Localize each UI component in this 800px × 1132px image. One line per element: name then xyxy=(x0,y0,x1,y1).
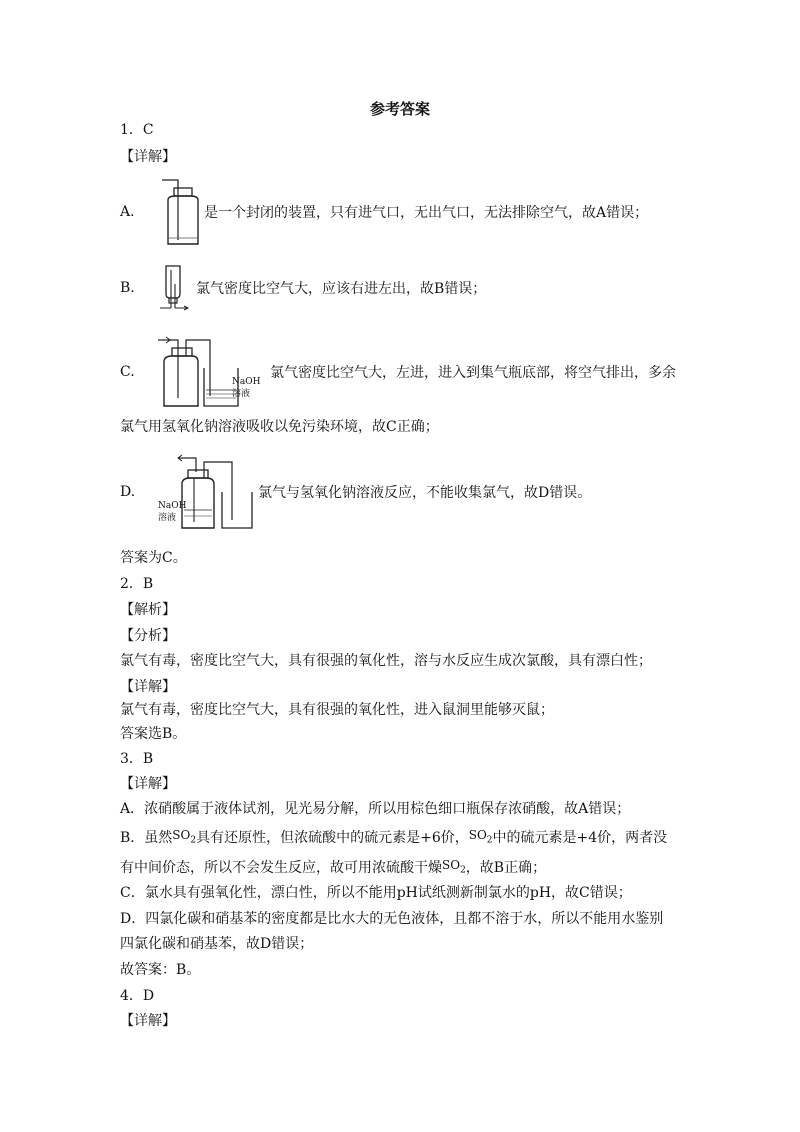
q2-detail-tag: 【详解】 xyxy=(120,679,176,695)
so2-subscript: 2 xyxy=(486,835,493,846)
q1-option-b xyxy=(120,264,486,312)
so2-subscript: 2 xyxy=(190,835,197,846)
so2-subscript: 2 xyxy=(460,865,466,876)
q3-answer: 故答案：B。 xyxy=(120,962,201,978)
q3-option-c: C．氯水具有强氧化性，漂白性，所以不能用pH试纸测新制氯水的pH，故C错误； xyxy=(120,885,632,901)
so2-symbol: SO xyxy=(172,828,191,842)
q2-fenxi-text: 氯气有毒，密度比空气大，具有很强的氧化性，溶与水反应生成次氯酸，具有漂白性； xyxy=(120,653,652,669)
q1-option-a xyxy=(120,176,648,248)
svg-text:NaOH: NaOH xyxy=(232,377,261,387)
bottle-with-naoh-absorber-figure xyxy=(158,334,266,410)
q3-b-part2: 具有还原性，但浓硫酸中的硫元素是+6价， xyxy=(196,830,469,846)
q3-b-part4: 有中间价态，所以不会发生反应，故可用浓硫酸干燥 xyxy=(120,860,442,876)
svg-text:溶液: 溶液 xyxy=(232,389,251,399)
option-d-label: D. xyxy=(120,484,136,500)
so2-formula xyxy=(442,858,466,876)
option-c-text-continued: 氯气用氢氧化钠溶液吸收以免污染环境，故C正确； xyxy=(120,419,439,435)
q2-fenxi-tag: 【分析】 xyxy=(120,628,176,644)
q3-option-b-line2 xyxy=(120,856,546,879)
q3-b-part5: ，故B正确； xyxy=(465,860,547,876)
q3-b-part1: B．虽然 xyxy=(120,830,173,846)
q3-number: 3．B xyxy=(120,751,154,767)
q2-answer: 答案选B。 xyxy=(120,726,187,742)
q2-number: 2．B xyxy=(120,576,154,592)
q4-detail-tag: 【详解】 xyxy=(120,1013,176,1029)
q2-analysis-tag: 【解析】 xyxy=(120,602,176,618)
option-b-text: 氯气密度比空气大，应该右进左出，故B错误； xyxy=(196,281,487,297)
svg-text:NaOH: NaOH xyxy=(158,501,187,511)
q3-option-a: A．浓硝酸属于液体试剂，见光易分解，所以用棕色细口瓶保存浓硝酸，故A错误； xyxy=(120,801,631,817)
q3-option-d-line1: D．四氯化碳和硝基苯的密度都是比水大的无色液体，且都不溶于水，所以不能用水鉴别 xyxy=(120,911,664,927)
option-b-label: B. xyxy=(120,280,135,296)
sealed-bottle-figure xyxy=(158,176,204,248)
option-a-text: 是一个封闭的装置，只有进气口，无出气口，无法排除空气，故A错误； xyxy=(204,205,649,221)
svg-text:溶液: 溶液 xyxy=(158,513,177,523)
q1-option-d xyxy=(120,452,591,532)
option-d-text: 氯气与氢氧化钠溶液反应，不能收集氯气，故D错误。 xyxy=(258,485,592,501)
option-c-label: C. xyxy=(120,364,135,380)
q4-number: 4．D xyxy=(120,988,155,1004)
inverted-bottle-figure xyxy=(158,264,190,312)
q1-option-c xyxy=(120,334,676,410)
so2-formula xyxy=(468,828,493,846)
q1-detail-tag: 【详解】 xyxy=(120,149,176,165)
q3-option-d-line2: 四氯化碳和硝基苯，故D错误； xyxy=(120,936,314,952)
so2-formula xyxy=(172,828,197,846)
q3-b-part3: 中的硫元素是+4价，两者没 xyxy=(492,830,668,846)
page-title: 参考答案 xyxy=(369,100,430,118)
so2-symbol: SO xyxy=(468,828,487,842)
option-c-text: 氯气密度比空气大，左进，进入到集气瓶底部，将空气排出，多余 xyxy=(270,365,676,381)
q3-option-b-line1 xyxy=(120,826,667,849)
q3-detail-tag: 【详解】 xyxy=(120,776,176,792)
naoh-bottle-and-beaker-figure xyxy=(158,452,258,532)
q1-answer: 答案为C。 xyxy=(120,550,187,566)
so2-symbol: SO xyxy=(442,858,461,872)
q2-detail-text: 氯气有毒，密度比空气大，具有很强的氧化性，进入鼠洞里能够灭鼠； xyxy=(120,702,554,718)
q1-number: 1．C xyxy=(120,122,154,138)
option-a-label: A. xyxy=(120,204,135,220)
